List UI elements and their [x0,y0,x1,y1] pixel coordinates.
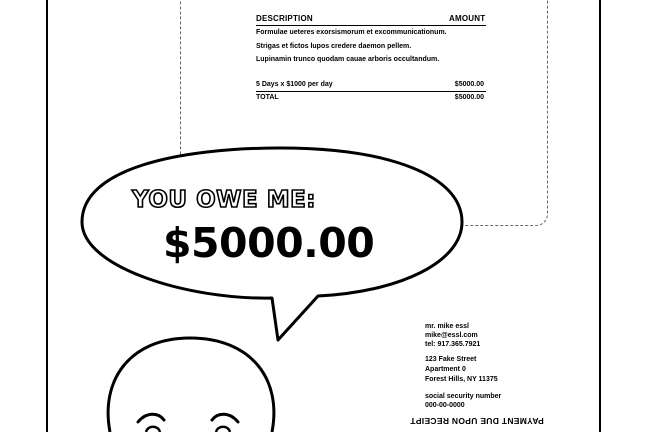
invoice-line: Strigas et fictos lupos credere daemon pellem. [256,43,412,50]
item-description: 5 Days x $1000 per day [256,81,333,88]
invoice-line: Formulae ueteres exorsismorum et excommunicationum. [256,29,447,36]
character-head [108,338,274,432]
contact-email: mike@essl.com [425,332,478,339]
total-amount: $5000.00 [454,94,484,101]
ssn-label: social security number [425,393,502,400]
address-apartment: Apartment 0 [425,366,466,373]
amount-header: AMOUNT [449,14,486,23]
description-header: DESCRIPTION [256,14,313,23]
contact-tel: tel: 917.365.7921 [425,341,481,348]
address-street: 123 Fake Street [425,356,477,363]
invoice-line: Lupinamin trunco quodam cauae arboris occultandum. [256,56,440,63]
total-label: TOTAL [256,94,279,101]
item-amount: $5000.00 [454,81,484,88]
ssn-value: 000-00-0000 [425,402,465,409]
contact-name: mr. mike essl [425,323,469,330]
speech-amount: $5000.00 [163,219,375,267]
upside-down-footer: PAYMENT DUE UPON RECEIPT [410,416,544,426]
address-city: Forest Hills, NY 11375 [425,376,498,383]
speech-shout: YOU OWE ME: [132,187,317,213]
